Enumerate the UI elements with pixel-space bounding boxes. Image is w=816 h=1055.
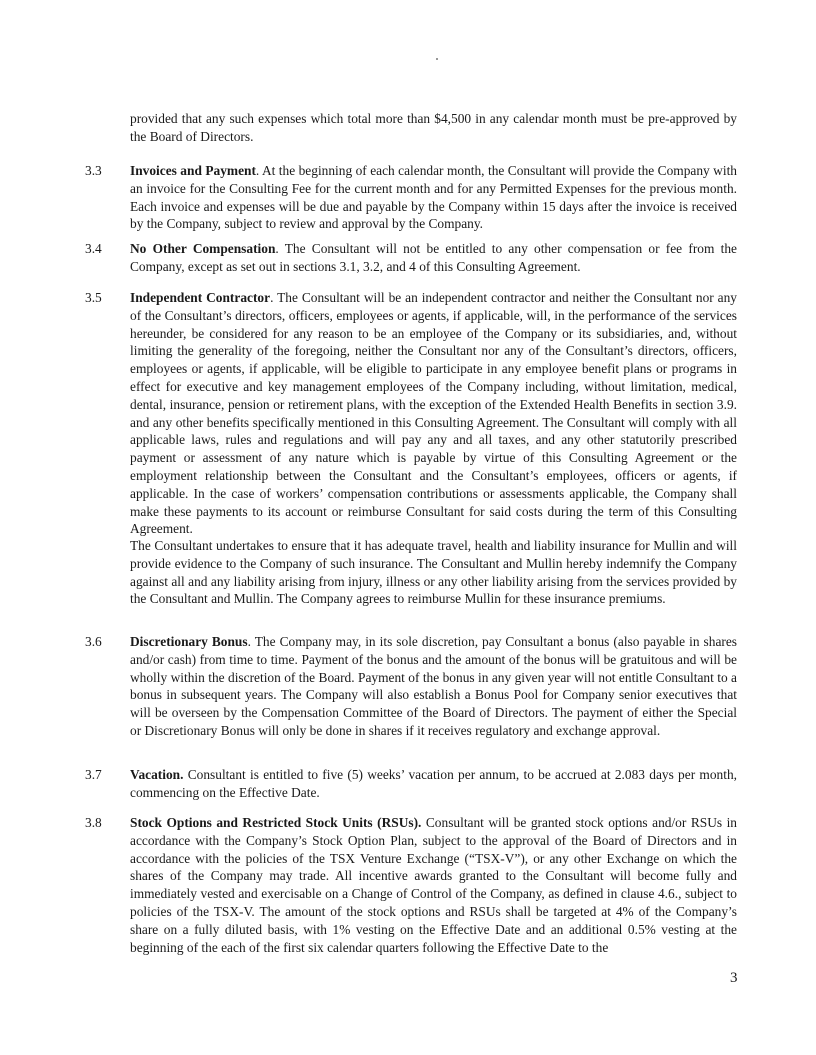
section-text: Consultant will be granted stock options and/or RSUs in accordance with the Company’s Stock Option Plan, subject to the approval of the Board of Directors and in accordance with the policies of the TSX Venture Exchange (“TSX-V”), or any other Exchange on which the shares of the Company may trade. All incentive awards granted to the Consultant will become fully and immediately vested and exercisable on a Change of Control of the Company, as defined in clause 4.6., subject to policies of the TSX-V. The amount of the stock options and RSUs shall be targeted at 4% of the Company’s share on a fully diluted basis, with 1% vesting on the Effective Date and an additional 0.5% vesting at the beginning of the each of the first six calendar quarters following the Effective Date to the xyxy=(130,815,737,955)
section-text: . The Consultant will be an independent contractor and neither the Consultant nor any of the Consultant’s directors, officers, employees or agents, if applicable, will, in the performance of the services hereunder, be considered for any reason to be an employee of the Company or its subsidiaries, and, without limiting the generality of the foregoing, neither the Consultant nor any of the Consultant’s directors, officers, employees or agents, if applicable, will be eligible to participate in any employee benefit plans or programs in effect for executive and key management employees of the Company including, without limitation, medical, dental, insurance, pension or retirement plans, with the exception of the Extended Health Benefits in section 3.9. and any other benefits specifically mentioned in this Consulting Agreement. The Consultant will comply with all applicable laws, rules and regulations and will pay any and all taxes, and any other statutorily prescribed payment or assessment of any nature which is payable by virtue of this Consulting Agreement or the employment relationship between the Consultant and the Consultant’s employees, officers or agents, if applicable. In the case of workers’ compensation contributions or assessments applicable, the Company shall make these payments to its account or reimburse Consultant for said costs during the term of this Consulting Agreement. xyxy=(130,290,738,537)
intro-paragraph: provided that any such expenses which total more than $4,500 in any calendar month must be pre-approved by the Board of Directors. xyxy=(130,111,737,144)
section-body xyxy=(130,289,737,538)
section-heading: Vacation. xyxy=(130,767,184,782)
section-body xyxy=(130,633,737,740)
section-heading: Stock Options and Restricted Stock Units (RSUs). xyxy=(130,815,422,830)
section-body xyxy=(130,162,737,233)
section-text: Consultant is entitled to five (5) weeks’ vacation per annum, to be accrued at 2.083 days per month, commencing on the Effective Date. xyxy=(130,767,737,800)
section-number: 3.6 xyxy=(85,634,102,649)
section-body xyxy=(130,240,737,276)
scan-speck xyxy=(436,58,438,60)
section-number: 3.5 xyxy=(85,290,102,305)
section-text: . The Consultant will not be entitled to any other compensation or fee from the Company, except as set out in sections 3.1, 3.2, and 4 of this Consulting Agreement. xyxy=(130,241,737,274)
section-number: 3.4 xyxy=(85,241,102,256)
section-heading: Independent Contractor xyxy=(130,290,271,305)
section-heading: No Other Compensation xyxy=(130,241,276,256)
section-heading: Invoices and Payment xyxy=(130,163,256,178)
section-number: 3.3 xyxy=(85,163,102,178)
page-number: 3 xyxy=(730,970,738,986)
section-text: . The Company may, in its sole discretion, pay Consultant a bonus (also payable in shares and/or cash) from time to time. Payment of the bonus and the amount of the bonus will be gratuitous and will be wholly within the discretion of the Board. Payment of the bonus in any given year will not entitle Consultant to a bonus in subsequent years. The Company will also establish a Bonus Pool for Company senior executives that will be overseen by the Compensation Committee of the Board of Directors. The payment of either the Special or Discretionary Bonus will only be done in shares if it receives regulatory and exchange approval. xyxy=(130,634,738,738)
section-number: 3.8 xyxy=(85,815,102,830)
section-body xyxy=(130,814,737,956)
section-text: . At the beginning of each calendar month, the Consultant will provide the Company with an invoice for the Consulting Fee for the current month and for any Permitted Expenses for the previous month. Each invoice and expenses will be due and payable by the Company within 15 days after the invoice is received by the Company, subject to review and approval by the Company. xyxy=(130,163,737,232)
section-number: 3.7 xyxy=(85,767,102,782)
section-body xyxy=(130,766,737,802)
section-heading: Discretionary Bonus xyxy=(130,634,248,649)
section-body-continued: The Consultant undertakes to ensure that it has adequate travel, health and liability insurance for Mullin and will provide evidence to the Company of such insurance. The Consultant and Mullin hereby indemnify the Company against all and any liability arising from injury, illness or any other liability arising from the services provided by the Consultant and Mullin. The Company agrees to reimburse Mullin for these insurance premiums. xyxy=(130,538,737,607)
